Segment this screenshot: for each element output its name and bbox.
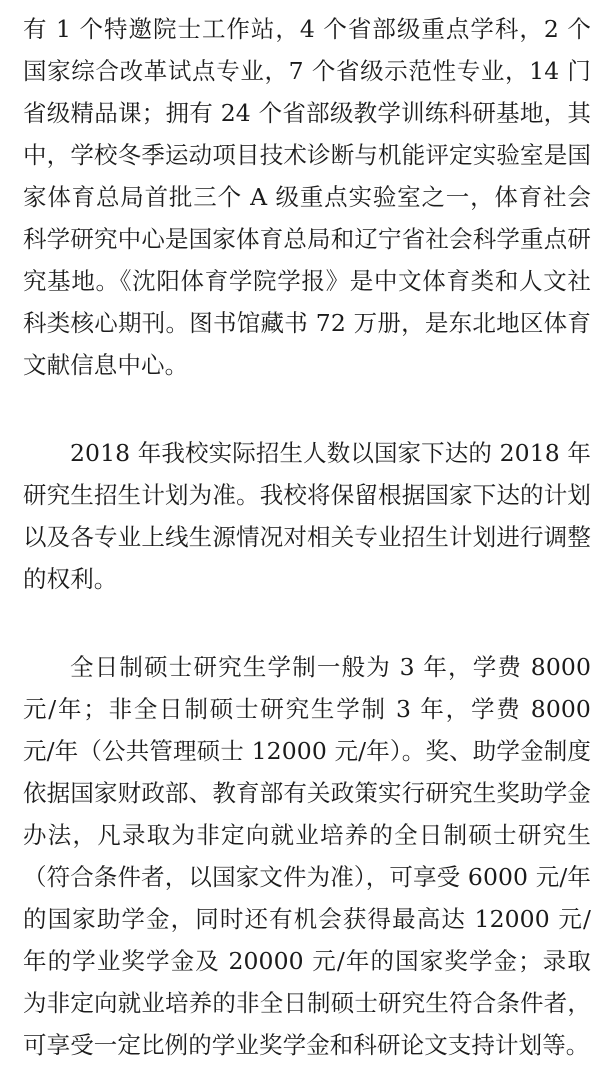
document-text-body — [23, 0, 591, 1066]
paragraph-enrollment-plan: 2018 年我校实际招生人数以国家下达的 2018 年研究生招生计划为准。我校将保留根据国家下达的计划以及各专业上线生源情况对相关专业招生计划进行调整的权利。 — [23, 439, 591, 593]
paragraph-tuition-and-scholarships: 全日制硕士研究生学制一般为 3 年，学费 8000 元/年；非全日制硕士研究生学制 3 年，学费 8000 元/年（公共管理硕士 12000 元/年）。奖、助学金制度依据国家财政部、教育部有关政策实行研究生奖助学金办法，凡录取为非定向就业培养的全日制硕士研究生（符合条件者，以国家文件为准），可享受 6000 元/年的国家助学金，同时还有机会获得最高达 12000 元/年的学业奖学金及 20000 元/年的国家奖学金；录取为非定向就业培养的非全日制硕士研究生符合条件者，可享受一定比例的学业奖学金和科研论文支持计划等。 — [23, 653, 591, 1059]
paragraph-school-overview: 有 1 个特邀院士工作站，4 个省部级重点学科，2 个国家综合改革试点专业，7 个省级示范性专业，14 门省级精品课；拥有 24 个省部级教学训练科研基地，其中，学校冬季运动项目技术诊断与机能评定实验室是国家体育总局首批三个 A 级重点实验室之一，体育社会科学研究中心是国家体育总局和辽宁省社会科学重点研究基地。《沈阳体育学院学报》是中文体育类和人文社科类核心期刊。图书馆藏书 72 万册，是东北地区体育文献信息中心。 — [23, 15, 591, 379]
